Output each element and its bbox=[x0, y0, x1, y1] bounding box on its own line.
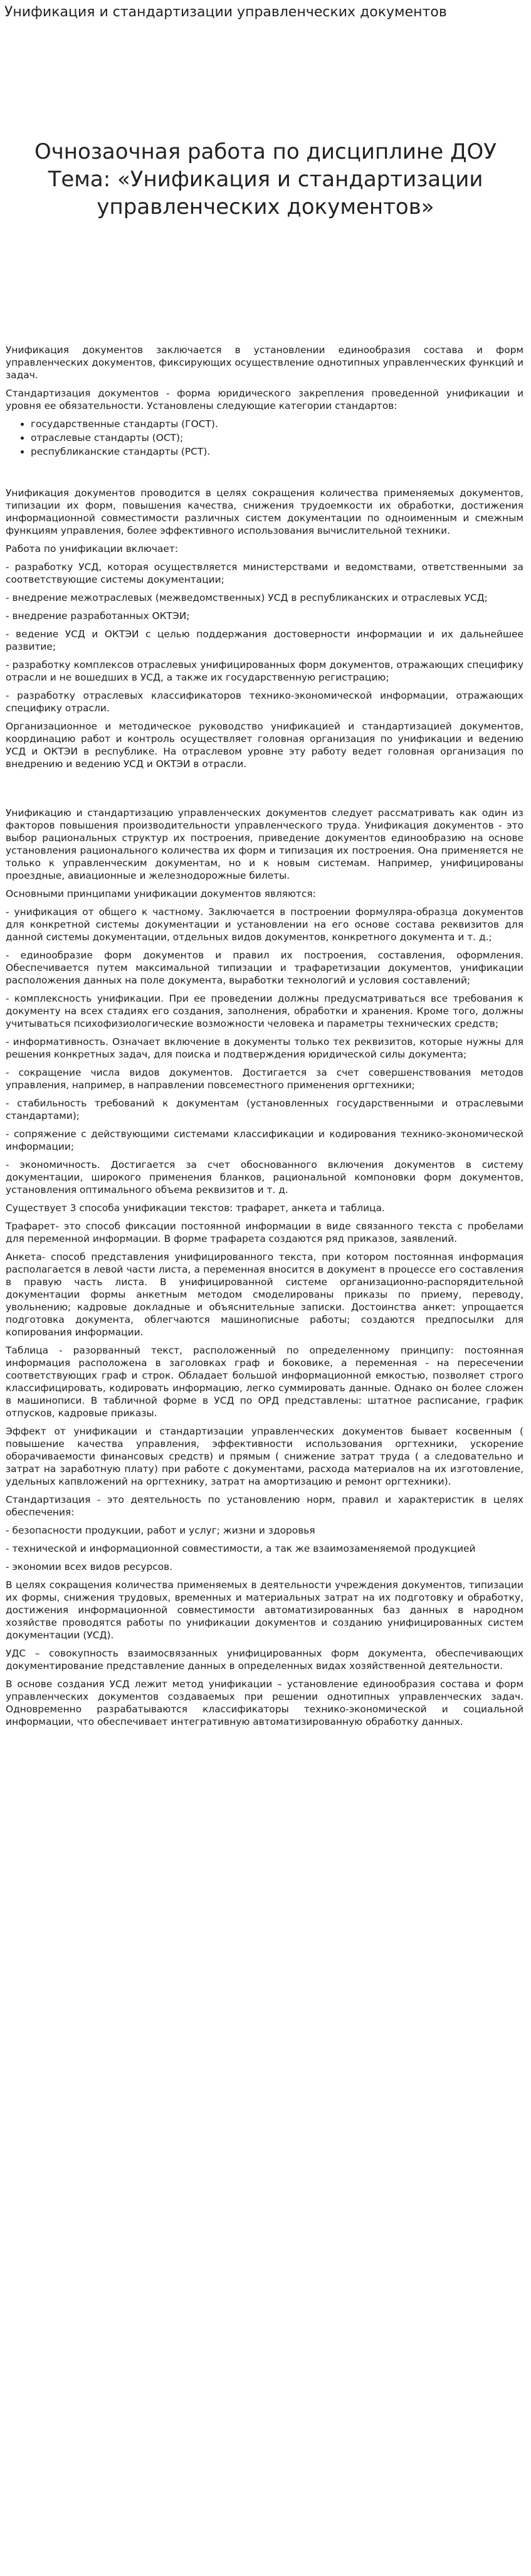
principle-item: - унификация от общего к частному. Заключается в построении формуляра-образца документов для конкретной системы документации и установлении на его основе состава реквизитов для данной системы документации, отдельных видов документов, конкретного документа и т. д.; bbox=[6, 906, 523, 943]
paragraph-unification-goals: Унификация документов проводится в целях сокращения количества применяемых документов, типизации их форм, повышения качества, снижения трудоемкости их обработки, достижения информационной совместимости различных систем документации по одноименным и смежным функциям управления, более эффективного использования вычислительной техники. bbox=[6, 487, 523, 536]
paragraph-stencil: Трафарет- это способ фиксации постоянной информации в виде связанного текста с пробелами для переменной информации. В форме трафарета создаются ряд приказов, заявлений. bbox=[6, 1221, 523, 1244]
paragraph-principles-intro: Основными принципами унификации документов являются: bbox=[6, 888, 316, 899]
work-item: - внедрение межотраслевых (межведомственных) УСД в республиканских и отраслевых УСД; bbox=[6, 592, 488, 603]
paragraph-uds-definition: УДС – совокупность взаимосвязанных унифицированных форм документа, обеспечивающих документирование представление данных в определенных видах хозяйственной деятельности. bbox=[6, 1648, 523, 1672]
paragraph-questionnaire: Анкета- способ представления унифицированного текста, при котором постоянная информация располагается в левой части листа, а переменная вносится в документ в процессе его составления в правую часть листа. В унифицированной системе организационно-распорядительной документации формы анкетным методом смоделированы приказы по приему, переводу, увольнению; кадровые докладные и объяснительные записки. Достоинства анкет: упрощается подготовка документа, облегчаются машинописные работы; создаются предпосылки для копирования информации. bbox=[6, 1251, 523, 1338]
heading-line-1: Очнозаочная работа по дисциплине ДОУ bbox=[34, 139, 497, 164]
standards-list-item: • государственные стандарты (ГОСТ). bbox=[31, 418, 523, 430]
paragraph-unification-definition: Унификация документов заключается в установлении единообразия состава и форм управленческих документов, фиксирующих осуществление однотипных управленческих функций и задач. bbox=[6, 344, 523, 381]
paragraph-text-methods: Существует 3 способа унификации текстов: трафарет, анкета и таблица. bbox=[6, 1202, 385, 1214]
principle-item: - комплексность унификации. При ее проведении должны предусматриваться все требования к документу на всех стадиях его создания, заполнения, обработки и хранения. Кроме того, должны учитываться психофизиологические возможности человека и параметры технических средств; bbox=[6, 993, 523, 1029]
paragraph-standardization-goals: Стандартизация - это деятельность по установлению норм, правил и характеристик в целях обеспечения: bbox=[6, 1494, 523, 1518]
work-item: - разработку комплексов отраслевых унифицированных форм документов, отражающих специфику отрасли и не вошедших в УСД, а также их государственную регистрацию; bbox=[6, 659, 523, 683]
standards-list bbox=[6, 418, 523, 458]
work-item: - ведение УСД и ОКТЭИ с целью поддержания достоверности информации и их дальнейшее развитие; bbox=[6, 628, 523, 652]
paragraph-organization: Организационное и методическое руководство унификацией и стандартизацией документов, координацию работ и контроль осуществляет головная организация по унификации и ведению УСД и ОКТЭИ в республике. На отраслевом уровне эту работу ведет головная организация по внедрению и ведению УСД и ОКТЭИ в отрасли. bbox=[6, 721, 523, 770]
paragraph-work-intro: Работа по унификации включает: bbox=[6, 543, 179, 554]
principle-item: - стабильность требований к документам (установленных государственными и отраслевыми стандартами); bbox=[6, 1098, 523, 1121]
goal-item: - экономии всех видов ресурсов. bbox=[6, 1561, 173, 1572]
paragraph-usd-method: В основе создания УСД лежит метод унификации – установление единообразия состава и форм управленческих документов создаваемых при решении однотипных управленческих задач. Одновременно разрабатываются классификаторы технико-экономической и социальной информации, что обеспечивает интегративную автоматизированную обработку данных. bbox=[6, 1678, 523, 1727]
goal-item: - безопасности продукции, работ и услуг; жизни и здоровья bbox=[6, 1525, 315, 1536]
paragraph-usd-purpose: В целях сокращения количества применяемых в деятельности учреждения документов, типизации их формы, снижения трудовых, временных и материальных затрат на их подготовку и обработку, достижения информационной совместимости автоматизированных баз данных в народном хозяйстве проводятся работы по унификации документов и созданию унифицированных систем документации (УСД). bbox=[6, 1579, 523, 1641]
principle-item: - информативность. Означает включение в документы только тех реквизитов, которые нужны для решения конкретных задач, для поиска и подтверждения юридической силы документа; bbox=[6, 1036, 523, 1060]
work-item: - разработку УСД, которая осуществляется министерствами и ведомствами, ответственными за соответствующие системы документации; bbox=[6, 561, 523, 585]
standards-list-item: • отраслевые стандарты (ОСТ); bbox=[31, 432, 523, 444]
page-title: Унификация и стандартизации управленческих документов bbox=[4, 4, 447, 20]
document-body bbox=[6, 344, 523, 1734]
standards-list-item: • республиканские стандарты (РСТ). bbox=[31, 445, 523, 458]
principle-item: - единообразие форм документов и правил их построения, составления, оформления. Обеспечивается путем максимальной типизации и трафаретизации документов, унификации расположения данных на поле документа, выработки технологий и условия составлений; bbox=[6, 950, 523, 986]
paragraph-table: Таблица - разорванный текст, расположенный по определенному принципу: постоянная информация расположена в заголовках граф и боковике, а переменная - на пересечении соответствующих граф и строк. Обладает большой информационной емкостью, позволяет строго классифицировать, кодировать информацию, легко суммировать данные. Однако он более сложен в машинописи. В табличной форме в УСД по ОРД представлены: штатное расписание, график отпусков, кадровые приказы. bbox=[6, 1345, 523, 1419]
paragraph-standardization-definition: Стандартизация документов - форма юридического закрепления проведенной унификации и уровня ее обязательности. Установлены следующие категории стандартов: bbox=[6, 388, 523, 411]
paragraph-productivity: Унификацию и стандартизацию управленческих документов следует рассматривать как один из факторов повышения производительности управленческого труда. Унификация документов - это выбор рациональных структур их построения, приведение документов единообразию на основе установления рационального количества их форм и типизация их построения. Она применяется не только к управленческим документам, но и к новым системам. Например, унифицированы проездные, авиационные и железнодорожные билеты. bbox=[6, 807, 523, 881]
principle-item: - сопряжение с действующими системами классификации и кодирования технико-экономической информации; bbox=[6, 1128, 523, 1152]
principle-item: - сокращение числа видов документов. Достигается за счет совершенствования методов управления, например, в направлении повсеместного применения оргтехники; bbox=[6, 1067, 523, 1091]
work-item: - разработку отраслевых классификаторов технико-экономической информации, отражающих специфику отрасли. bbox=[6, 690, 523, 714]
document-heading bbox=[0, 138, 531, 221]
heading-line-2: Тема: «Унификация и стандартизации bbox=[48, 167, 483, 192]
paragraph-effect: Эффект от унификации и стандартизации управленческих документов бывает косвенным ( повышение качества управления, эффективности использования оргтехники, ускорение оборачиваемости финансовых средств) и прямым ( снижение затрат труда ( а следовательно и затрат на заработную плату) при работе с документами, расхода материалов на их изготовление, удельных капвложений на оргтехнику, затрат на амортизацию и ремонт оргтехники). bbox=[6, 1426, 523, 1487]
heading-line-3: управленческих документов» bbox=[97, 194, 434, 220]
work-item: - внедрение разработанных ОКТЭИ; bbox=[6, 610, 190, 622]
goal-item: - технической и информационной совместимости, а так же взаимозаменяемой продукцией bbox=[6, 1543, 476, 1554]
principle-item: - экономичность. Достигается за счет обоснованного включения документов в систему документации, широкого применения бланков, рациональной компоновки форм документов, установления оптимального объема реквизитов и т. д. bbox=[6, 1159, 523, 1195]
